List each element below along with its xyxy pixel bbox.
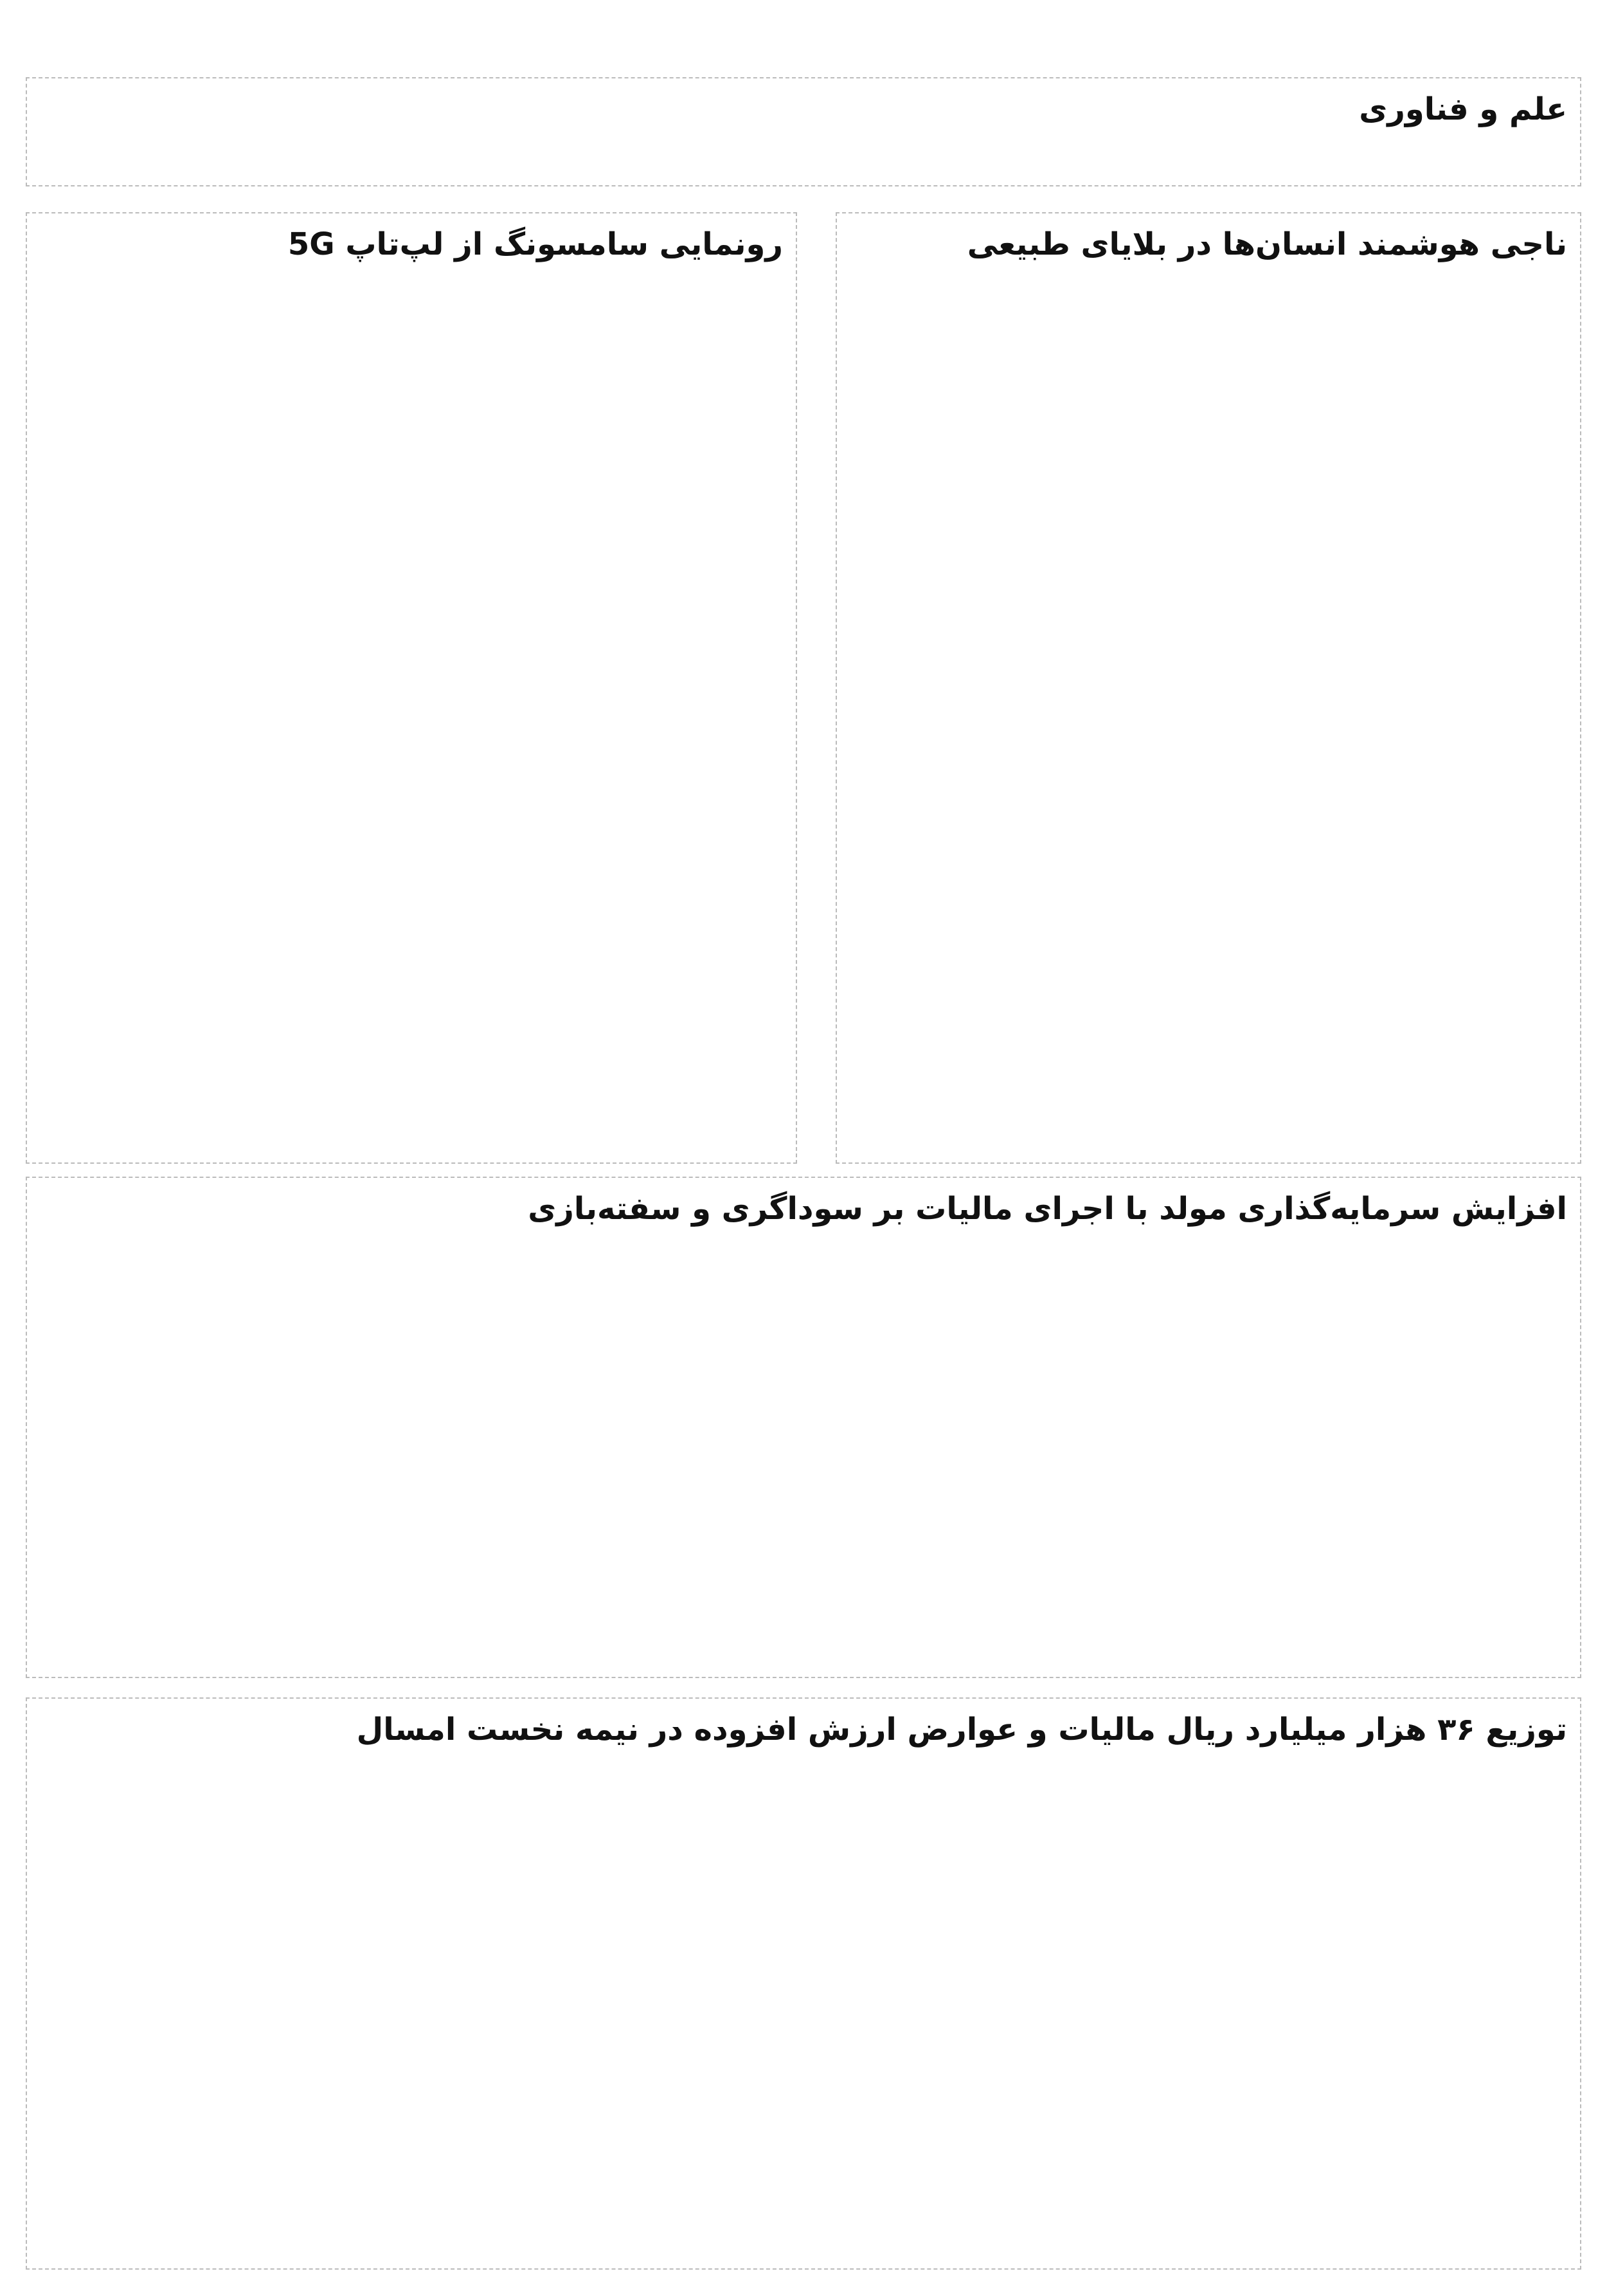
bottom-band-article (26, 1697, 1581, 2270)
section-title: علم و فناوری (1359, 91, 1567, 127)
lead-headline: ناجی هوشمند انسان‌ها در بلایای طبیعی (967, 226, 1567, 262)
masthead (26, 77, 1581, 186)
sidebar (26, 212, 797, 1164)
sidebar-headline: رونمایی سامسونگ از لپ‌تاپ 5G (287, 226, 783, 262)
middle-band-article (26, 1177, 1581, 1678)
middle-headline: افزایش سرمایه‌گذاری مولد با اجرای مالیات بر سوداگری و سفته‌بازی (528, 1191, 1567, 1227)
lead-article (836, 212, 1581, 1164)
bottom-headline: توزیع ۳۶ هزار میلیارد ریال مالیات و عوارض ارزش افزوده در نیمه نخست امسال (356, 1712, 1567, 1748)
